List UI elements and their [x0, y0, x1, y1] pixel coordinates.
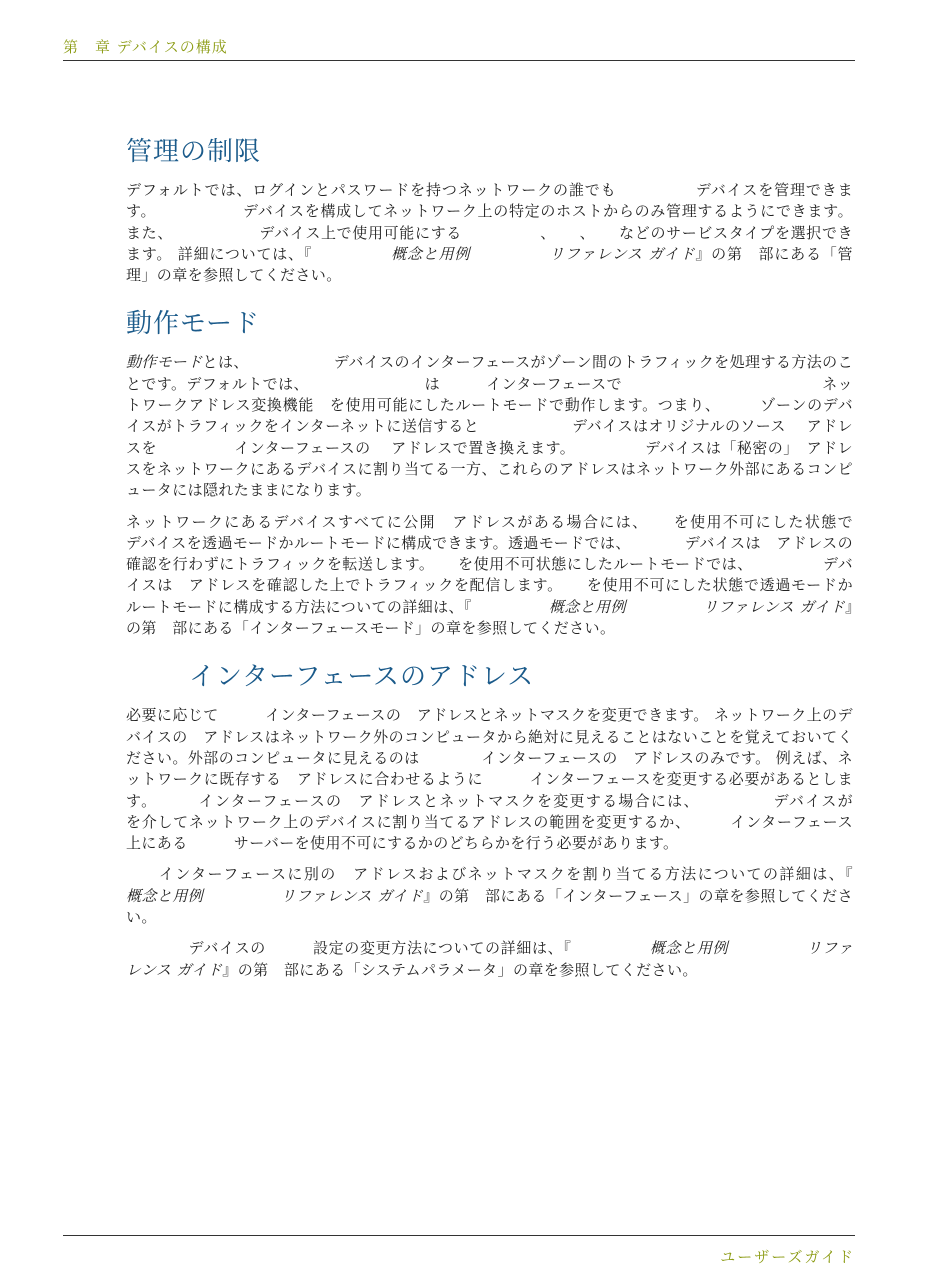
footer-rule: [63, 1235, 855, 1236]
italic-ref-guide: リファレンス ガイド: [280, 886, 424, 905]
iface-paragraph-1: 必要に応じて インターフェースの アドレスとネットマスクを変更できます。 ネットワーク上のデバイスの アドレスはネットワーク外のコンピュータから絶対に見えることはないことを覚えておいてください。外部のコンピュータに見えるのは インターフェースの アドレスのみです。 例えば、ネットワークに既存する アドレスに合わせるように インターフェースを変更する必要があるとします。 インターフェースの アドレスとネットマスクを変更する場合には、 デバイスが を介してネットワーク上のデバイスに割り当てるアドレスの範囲を変更するか、 インターフェース上にある サーバーを使用不可にするかのどちらかを行う必要があります。: [126, 706, 900, 853]
mode-paragraph-1: 動作モードとは、 デバイスのインターフェースがゾーン間のトラフィックを処理する方法のことです。デフォルトでは、 は インターフェースで ネットワークアドレス変換機能 を使用可能にしたルートモードで動作します。つまり、 ゾーンのデバイスがトラフィックをインターネットに送信すると デバイスはオリジナルのソース アドレスを インターフェースの アドレスで置き換えます。 デバイスは「秘密の」 アドレスをネットワークにあるデバイスに割り当てる一方、これらのアドレスはネットワーク外部にあるコンピュータには隠れたままになります。: [126, 353, 853, 500]
header-rule: [63, 60, 855, 61]
running-footer: ユーザーズガイド: [720, 1248, 855, 1266]
italic-ref-concepts: 概念と用例: [649, 939, 729, 958]
section-title-admin: 管理の制限: [126, 137, 262, 167]
section-title-interface: インターフェースのアドレス: [189, 662, 535, 693]
italic-term: 動作モード: [126, 353, 203, 372]
italic-ref-guide: リファレンス ガイド: [126, 939, 853, 979]
running-header: 第 章 デバイスの構成: [63, 38, 228, 56]
italic-ref-guide: リファレンス ガイド: [549, 244, 696, 263]
italic-ref-concepts: 概念と用例: [391, 244, 471, 263]
italic-ref-concepts: 概念と用例: [548, 597, 626, 616]
iface-paragraph-3: デバイスの 設定の変更方法についての詳細は、『 概念と用例 リファレンス ガイド』の第 部にある「システムパラメータ」の章を参照してください。: [126, 939, 853, 979]
italic-ref-guide: リファレンス ガイド: [702, 597, 846, 616]
italic-ref-concepts: 概念と用例: [126, 886, 204, 905]
page-content: [126, 136, 931, 981]
admin-paragraph: デフォルトでは、ログインとパスワードを持つネットワークの誰でも デバイスを管理できます。 デバイスを構成してネットワーク上の特定のホストからのみ管理するようにできます。 また、 デバイス上で使用可能にする 、 、 などのサービスタイプを選択できます。 詳細については、『 概念と用例 リファレンス ガイド』の第 部にある「管理」の章を参照してください。: [126, 181, 853, 285]
mode-paragraph-2: ネットワークにあるデバイスすべてに公開 アドレスがある場合には、 を使用不可にした状態で デバイスを透過モードかルートモードに構成できます。透過モードでは、 デバイスは アドレスの確認を行わずにトラフィックを転送します。 を使用不可状態にしたルートモードでは、 デバイスは アドレスを確認した上でトラフィックを配信します。 を使用不可にした状態で透過モードかルートモードに構成する方法についての詳細は、『 概念と用例 リファレンス ガイド』の第 部にある「インターフェースモード」の章を参照してください。: [126, 512, 931, 638]
iface-paragraph-2: インターフェースに別の アドレスおよびネットマスクを割り当てる方法についての詳細は、『 概念と用例 リファレンス ガイド』の第 部にある「インターフェース」の章を参照してください。: [126, 865, 931, 927]
section-title-mode: 動作モード: [126, 309, 260, 340]
